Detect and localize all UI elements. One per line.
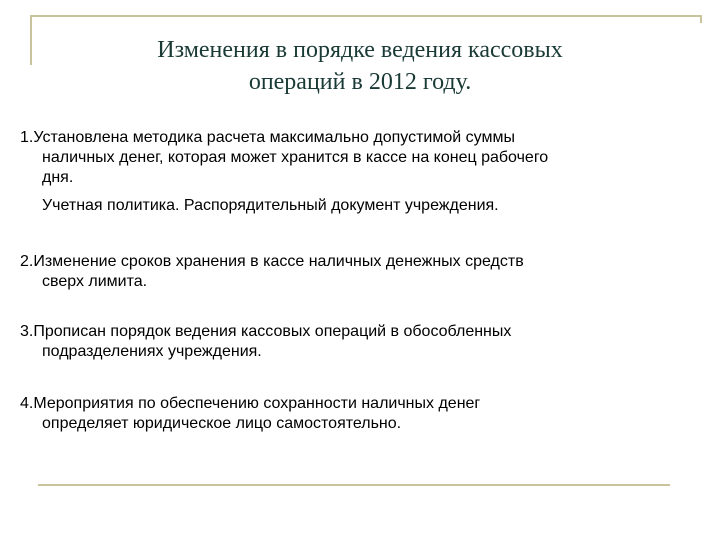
- list-item-3: [20, 322, 511, 362]
- list-item-4-line-2: определяет юридическое лицо самостоятельно.: [42, 415, 402, 432]
- left-decorative-rule: [30, 15, 32, 65]
- list-item-1-note: Учетная политика. Распорядительный документ учреждения.: [42, 197, 499, 214]
- slide-title-line-2: операций в 2012 году.: [248, 69, 472, 95]
- list-item-1-line-3: дня.: [42, 169, 74, 186]
- list-item-1: [20, 128, 548, 216]
- right-decorative-rule: [700, 15, 702, 23]
- list-item-2-line-2: сверх лимита.: [42, 273, 148, 290]
- slide-title: [60, 34, 660, 98]
- slide-title-line-1: Изменения в порядке ведения кассовых: [157, 37, 563, 63]
- list-item-3-line-1: 3.Прописан порядок ведения кассовых операций в обособленных: [20, 323, 512, 340]
- list-item-4-line-1: 4.Мероприятия по обеспечению сохранности наличных денег: [20, 395, 481, 412]
- list-item-2-line-1: 2.Изменение сроков хранения в кассе наличных денежных средств: [20, 253, 524, 270]
- list-item-4: [20, 394, 480, 434]
- top-decorative-rule: [30, 15, 702, 17]
- list-item-1-line-2: наличных денег, которая может хранится в кассе на конец рабочего: [42, 149, 549, 166]
- list-item-3-line-2: подразделениях учреждения.: [42, 343, 262, 360]
- bottom-decorative-rule: [38, 484, 670, 486]
- list-item-2: [20, 252, 524, 292]
- list-item-1-line-1: 1.Установлена методика расчета максимально допустимой суммы: [20, 129, 515, 146]
